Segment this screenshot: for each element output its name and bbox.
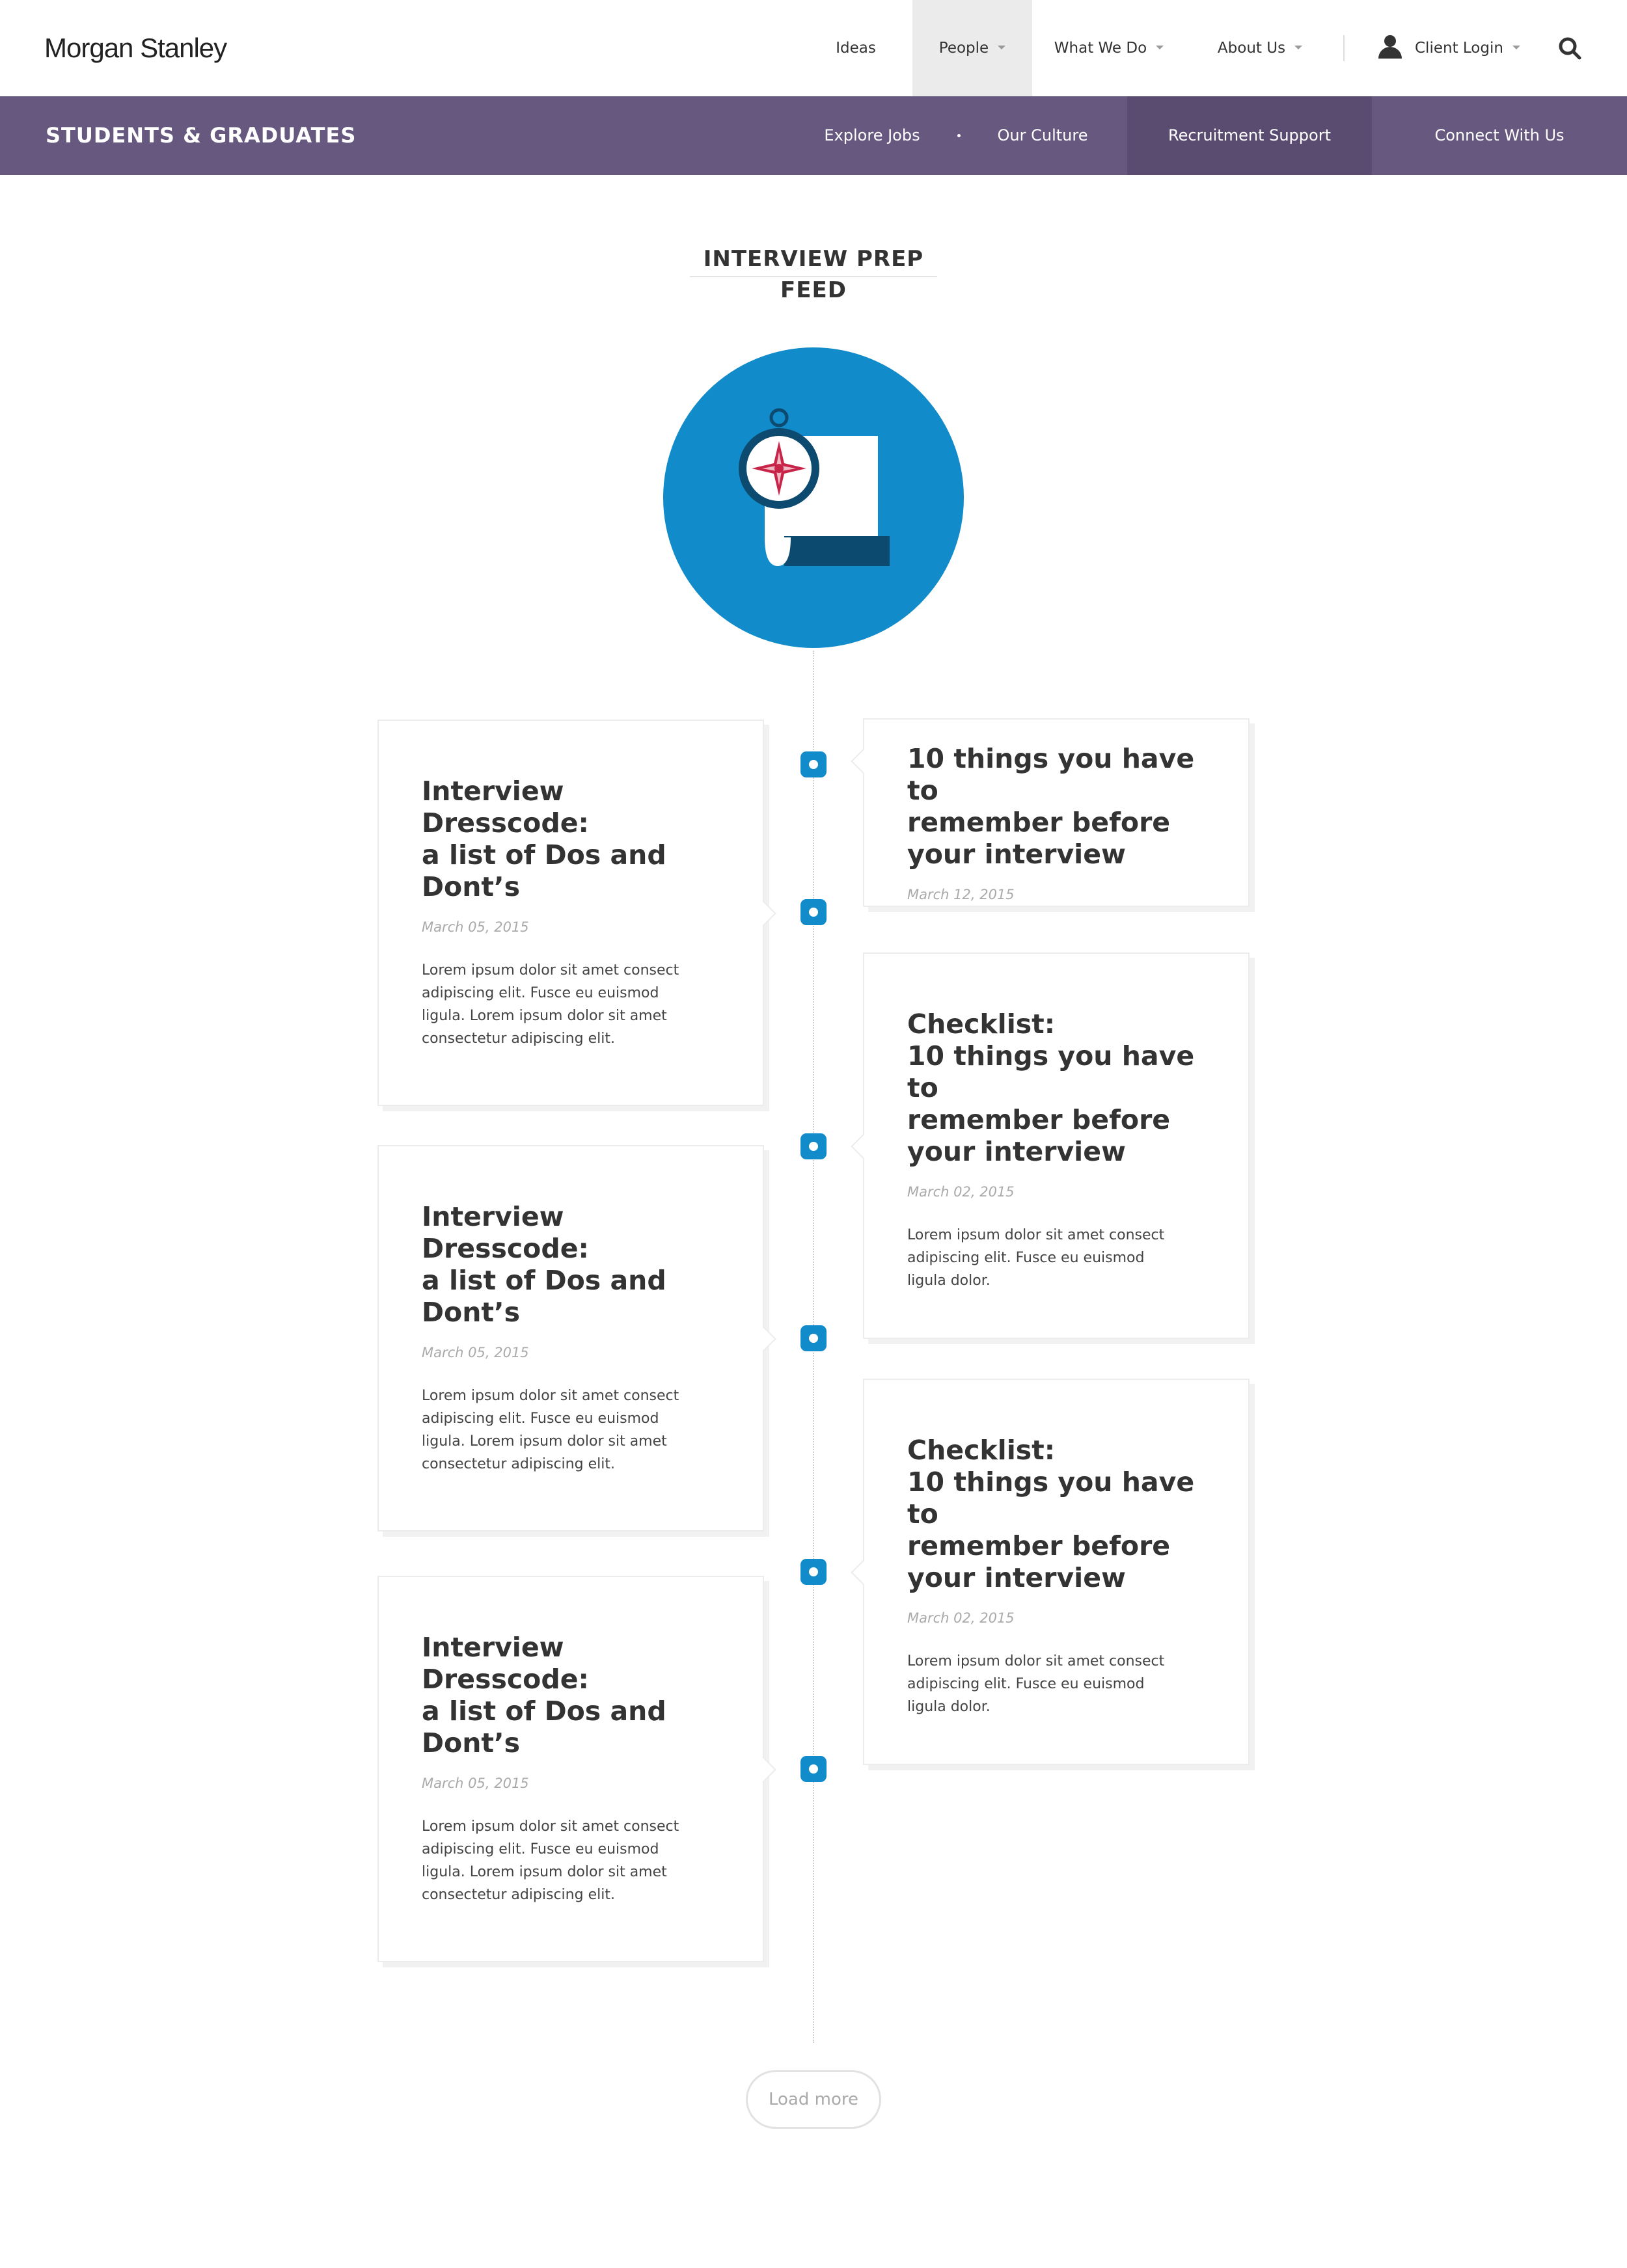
client-login-label: Client Login <box>1415 40 1503 57</box>
user-icon <box>1377 35 1403 59</box>
timeline-marker <box>800 899 827 925</box>
timeline-marker <box>800 1325 827 1351</box>
card-pointer <box>851 1133 877 1159</box>
load-more-button[interactable]: Load more <box>746 2070 881 2129</box>
card-excerpt: Lorem ipsum dolor sit amet consect adipiscing elit. Fusce eu euismod ligula dolor. <box>907 1227 1165 1289</box>
subnav-separator-dot <box>957 134 961 137</box>
feed-card[interactable] <box>377 1576 764 1962</box>
subnav-item-explore-jobs[interactable]: Explore Jobs <box>824 126 920 144</box>
page-title: INTERVIEW PREP FEED <box>703 246 924 303</box>
card-excerpt: Lorem ipsum dolor sit amet consect adipiscing elit. Fusce eu euismod ligula. Lorem ipsum dolor sit amet consectetur adipiscing elit. <box>422 1388 679 1472</box>
subnav-item-connect-with-us[interactable]: Connect With Us <box>1434 126 1565 144</box>
section-title-link[interactable]: STUDENTS & GRADUATES <box>46 123 357 148</box>
card-date: March 12, 2015 <box>907 887 1015 902</box>
top-navigation <box>0 0 1627 96</box>
card-title[interactable]: 10 things you have to remember before your interview <box>907 743 1195 870</box>
card-pointer <box>851 748 877 774</box>
card-pointer <box>851 1559 877 1586</box>
nav-item-label: What We Do <box>1054 40 1147 57</box>
logo[interactable]: Morgan Stanley <box>44 33 227 63</box>
chevron-down-icon <box>1156 46 1164 49</box>
card-excerpt: Lorem ipsum dolor sit amet consect adipiscing elit. Fusce eu euismod ligula. Lorem ipsum dolor sit amet consectetur adipiscing elit. <box>422 1818 679 1903</box>
card-date: March 02, 2015 <box>907 1610 1015 1626</box>
card-date: March 05, 2015 <box>422 1345 529 1360</box>
chevron-down-icon <box>998 46 1005 49</box>
nav-item-label: About Us <box>1217 40 1286 57</box>
feed-card[interactable] <box>863 1379 1250 1765</box>
section-navigation <box>0 96 1627 175</box>
title-underline <box>690 276 937 277</box>
card-date: March 02, 2015 <box>907 1184 1015 1200</box>
card-pointer <box>750 900 776 926</box>
card-title[interactable]: Interview Dresscode: a list of Dos and Dont’s <box>422 1201 666 1328</box>
card-date: March 05, 2015 <box>422 919 529 935</box>
timeline-marker <box>800 1133 827 1159</box>
subnav-item-recruitment-support[interactable]: Recruitment Support <box>1127 96 1372 175</box>
compass-scroll-icon <box>663 347 964 648</box>
card-excerpt: Lorem ipsum dolor sit amet consect adipiscing elit. Fusce eu euismod ligula dolor. <box>907 1653 1165 1715</box>
card-excerpt: Lorem ipsum dolor sit amet consect adipiscing elit. Fusce eu euismod ligula. Lorem ipsum dolor sit amet consectetur adipiscing elit. <box>422 962 679 1047</box>
card-pointer <box>750 1326 776 1352</box>
nav-divider <box>1343 35 1345 61</box>
client-login-button[interactable] <box>1377 0 1520 96</box>
feed-card[interactable] <box>377 1145 764 1532</box>
card-title[interactable]: Checklist: 10 things you have to remember before your interview <box>907 1008 1195 1167</box>
card-title[interactable]: Checklist: 10 things you have to remember before your interview <box>907 1435 1195 1593</box>
card-title[interactable]: Interview Dresscode: a list of Dos and Dont’s <box>422 776 666 902</box>
timeline-marker <box>800 1559 827 1585</box>
nav-item-ideas[interactable] <box>814 0 898 96</box>
nav-item-label: Ideas <box>836 40 876 57</box>
nav-item-what-we-do[interactable] <box>1040 0 1178 96</box>
feed-card[interactable] <box>377 720 764 1106</box>
nav-item-about-us[interactable] <box>1201 0 1319 96</box>
chevron-down-icon <box>1512 46 1520 49</box>
timeline-marker <box>800 1756 827 1782</box>
card-pointer <box>750 1757 776 1783</box>
card-title[interactable]: Interview Dresscode: a list of Dos and Dont’s <box>422 1632 666 1759</box>
timeline-marker <box>800 751 827 777</box>
search-icon[interactable] <box>1557 35 1583 61</box>
feed-card[interactable] <box>863 718 1250 907</box>
nav-item-people[interactable] <box>912 0 1032 96</box>
nav-item-label: People <box>938 40 989 57</box>
chevron-down-icon <box>1294 46 1302 49</box>
feed-card[interactable] <box>863 952 1250 1339</box>
subnav-item-our-culture[interactable]: Our Culture <box>997 126 1088 144</box>
card-date: March 05, 2015 <box>422 1775 529 1791</box>
